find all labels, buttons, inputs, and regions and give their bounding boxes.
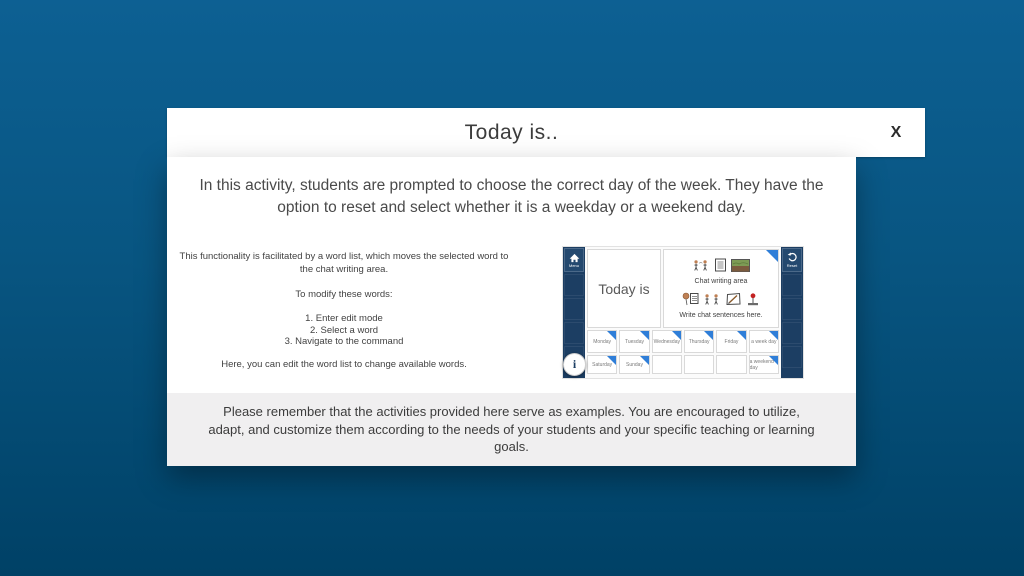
folder-corner-icon bbox=[672, 331, 681, 340]
folder-corner-icon bbox=[769, 356, 778, 365]
day-label: Monday bbox=[593, 338, 612, 345]
info-button[interactable] bbox=[563, 353, 586, 376]
day-cell-monday[interactable] bbox=[587, 330, 617, 353]
talking-figures-icon bbox=[703, 293, 721, 306]
footer-note-text: Please remember that the activities provided here serve as examples. You are encouraged to utilize, adapt, and customize them according to the needs of your students and your specific teaching or learning goals. bbox=[208, 404, 815, 455]
day-label: Tuesday bbox=[624, 338, 644, 345]
folder-corner-icon bbox=[769, 331, 778, 340]
folder-corner-icon bbox=[737, 331, 746, 340]
word-list-document-icon bbox=[714, 258, 727, 272]
chat-writing-area-cell[interactable] bbox=[663, 249, 779, 328]
day-label: Wednesday bbox=[653, 338, 680, 345]
folder-corner-icon bbox=[640, 356, 649, 365]
step-3: 3. Navigate to the command bbox=[284, 336, 404, 348]
day-label: Sunday bbox=[626, 361, 643, 368]
reset-undo-icon bbox=[787, 252, 798, 263]
instructions-para-1: This functionality is facilitated by a word list, which moves the selected word to the chat writing area. bbox=[179, 251, 509, 275]
step-2: 2. Select a word bbox=[309, 324, 379, 336]
day-label: Thursday bbox=[688, 338, 710, 345]
intro-text: In this activity, students are prompted to choose the correct day of the week. They have the option to reset and select whether it is a weekday or a weekend day. bbox=[199, 177, 824, 216]
empty-cell[interactable] bbox=[684, 355, 714, 374]
day-label: a weekend day bbox=[749, 358, 774, 371]
step-1: 1. Enter edit mode bbox=[305, 313, 383, 325]
footer-note bbox=[167, 393, 856, 466]
today-is-cell[interactable]: Today is bbox=[587, 249, 661, 328]
day-label: Friday bbox=[724, 338, 739, 345]
day-label: Saturday bbox=[592, 361, 613, 368]
preview-right-rail bbox=[781, 247, 803, 378]
day-cell-friday[interactable] bbox=[716, 330, 746, 353]
info-icon: i bbox=[572, 357, 577, 371]
empty-rail-tile bbox=[564, 274, 584, 296]
instructions-para-2: To modify these words: bbox=[295, 288, 393, 300]
folder-corner-icon bbox=[607, 331, 616, 340]
write-sentences-caption: Write chat sentences here. bbox=[679, 311, 763, 319]
day-cell-a-week-day[interactable] bbox=[749, 330, 779, 353]
instructions-panel bbox=[175, 251, 513, 383]
chat-area-caption: Chat writing area bbox=[694, 278, 748, 286]
instructions-para-3: Here, you can edit the word list to change available words. bbox=[221, 358, 467, 370]
menu-button[interactable] bbox=[564, 248, 584, 272]
reset-button[interactable] bbox=[782, 248, 802, 272]
reset-label: Reset bbox=[786, 263, 798, 268]
home-icon bbox=[569, 253, 580, 263]
close-button[interactable]: X bbox=[867, 108, 925, 157]
empty-rail-tile bbox=[564, 298, 584, 320]
modal-title-wrap bbox=[167, 108, 856, 157]
empty-rail-tile bbox=[782, 298, 802, 320]
empty-rail-tile bbox=[782, 346, 802, 368]
empty-cell[interactable] bbox=[716, 355, 746, 374]
chat-area-icon-row bbox=[692, 258, 750, 272]
weekend-row bbox=[587, 355, 779, 374]
weekday-row bbox=[587, 330, 779, 353]
day-label: a week day bbox=[751, 338, 777, 345]
day-cell-tuesday[interactable] bbox=[619, 330, 649, 353]
day-cell-a-weekend-day[interactable] bbox=[749, 355, 779, 374]
folder-corner-icon bbox=[766, 250, 778, 262]
folder-corner-icon bbox=[607, 356, 616, 365]
red-marker-pin-icon bbox=[746, 292, 760, 306]
preview-board bbox=[585, 247, 781, 378]
empty-cell[interactable] bbox=[652, 355, 682, 374]
write-sentences-icon-row bbox=[682, 292, 760, 306]
writing-hand-page-icon bbox=[725, 292, 742, 306]
modal-title: Today is.. bbox=[464, 120, 559, 144]
picture-scene-icon bbox=[731, 259, 750, 272]
modal-body bbox=[167, 157, 856, 466]
day-cell-sunday[interactable] bbox=[619, 355, 649, 374]
talking-figures-icon bbox=[692, 259, 710, 272]
instructions-steps bbox=[175, 313, 513, 347]
board-top-row bbox=[587, 249, 779, 328]
day-cell-wednesday[interactable] bbox=[652, 330, 682, 353]
empty-rail-tile bbox=[564, 322, 584, 344]
day-cell-thursday[interactable] bbox=[684, 330, 714, 353]
folder-corner-icon bbox=[640, 331, 649, 340]
modal-header bbox=[167, 108, 925, 157]
balloon-clipboard-icon bbox=[682, 292, 699, 306]
activity-preview-image bbox=[563, 247, 803, 378]
menu-label: Menu bbox=[568, 262, 579, 268]
empty-rail-tile bbox=[782, 274, 802, 296]
folder-corner-icon bbox=[704, 331, 713, 340]
empty-rail-tile bbox=[782, 322, 802, 344]
day-cell-saturday[interactable] bbox=[587, 355, 617, 374]
